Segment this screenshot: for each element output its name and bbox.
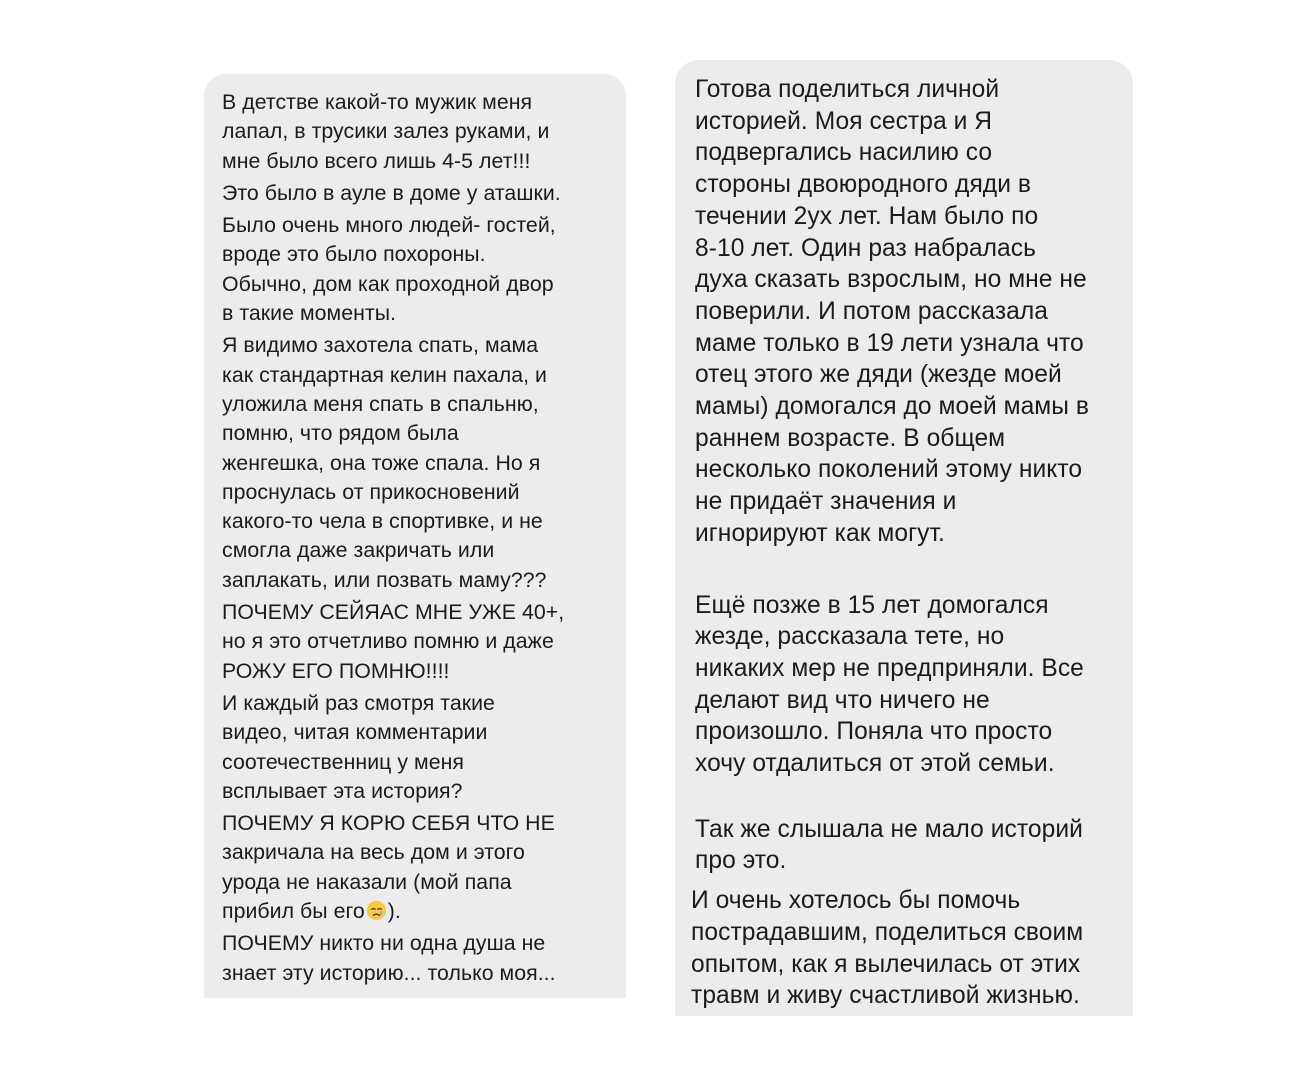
message-line: В детстве какой-то мужик меня xyxy=(222,90,533,114)
message-line: вроде это было похороны. xyxy=(222,242,486,267)
message-line: поверили. И потом рассказала xyxy=(695,297,1049,325)
message-line: произошло. Поняла что просто xyxy=(695,718,1053,746)
message-line: РОЖУ ЕГО ПОМНЮ!!!! xyxy=(222,658,450,683)
message-line: подвергались насилию со xyxy=(695,139,993,167)
message-bubble-right xyxy=(675,60,1133,1016)
message-line: какого-то чела в спортивке, и не xyxy=(222,509,543,534)
message-line: видео, читая комментарии xyxy=(222,720,488,745)
message-line: мне было всего лишь 4-5 лет!!! xyxy=(222,148,531,173)
message-line: И каждый раз смотря такие xyxy=(222,690,495,715)
message-line: пострадавшим, поделиться своим xyxy=(691,918,1084,946)
message-line: про это. xyxy=(695,847,787,875)
message-line: помню, что рядом была xyxy=(222,421,459,446)
message-line: заплакать, или позвать маму??? xyxy=(222,567,547,592)
message-line: игнорируют как могут. xyxy=(695,519,945,547)
message-line: женгешка, она тоже спала. Но я xyxy=(222,450,541,475)
message-line: Готова поделиться личной xyxy=(695,76,1000,103)
message-line: хочу отдалиться от этой семьи. xyxy=(695,750,1055,778)
message-line: Ещё позже в 15 лет домогался xyxy=(695,591,1049,619)
message-line: историей. Моя сестра и Я xyxy=(695,107,993,135)
message-line: течении 2ух лет. Нам было по xyxy=(695,202,1039,230)
message-line: делают вид что ничего не xyxy=(695,686,990,714)
message-line-emoji xyxy=(222,897,626,926)
message-line: опытом, как я вылечилась от этих xyxy=(691,950,1081,978)
message-text: прибил бы его xyxy=(222,899,365,924)
message-line: травм и живу счастливой жизнью. xyxy=(691,982,1080,1010)
crying-face-icon xyxy=(366,900,387,921)
message-line: духа сказать взрослым, но мне не xyxy=(695,266,1087,294)
message-line: ПОЧЕМУ никто ни одна душа не xyxy=(222,931,546,956)
message-line: знает эту историю... только моя... xyxy=(222,960,556,985)
message-line: как стандартная келин пахала, и xyxy=(222,362,547,387)
message-line: мамы) домогался до моей мамы в xyxy=(695,393,1089,421)
message-line: всплывает эта история? xyxy=(222,778,463,803)
message-line: 8-10 лет. Один раз набралась xyxy=(695,234,1036,262)
message-line: несколько поколений этому никто xyxy=(695,456,1083,484)
message-line: смогла даже закричать или xyxy=(222,538,495,563)
message-paragraph xyxy=(695,814,1133,877)
message-line: но я это отчетливо помню и даже xyxy=(222,629,554,654)
message-line: уложила меня спать в спальню, xyxy=(222,391,539,416)
message-paragraph xyxy=(691,885,1133,1012)
message-line: Это было в ауле в доме у аташки. xyxy=(222,180,561,205)
message-line: никаких мер не предприняли. Все xyxy=(695,654,1084,682)
message-line: Было очень много людей- гостей, xyxy=(222,213,556,238)
message-line: урода не наказали (мой папа xyxy=(222,869,512,894)
message-line: проснулась от прикосновений xyxy=(222,479,520,504)
message-line: стороны двоюродного дяди в xyxy=(695,171,1031,199)
message-line: закричала на весь дом и этого xyxy=(222,840,525,865)
message-line: Так же слышала не мало историй xyxy=(695,815,1083,843)
message-paragraph xyxy=(695,590,1133,780)
message-line: маме только в 19 лети узнала что xyxy=(695,329,1084,357)
message-line: ПОЧЕМУ СЕЙЯАС МНЕ УЖЕ 40+, xyxy=(222,600,565,625)
message-line: не придаёт значения и xyxy=(695,488,957,516)
message-line: ПОЧЕМУ Я КОРЮ СЕБЯ ЧТО НЕ xyxy=(222,811,555,836)
message-line: лапал, в трусики залез руками, и xyxy=(222,119,550,144)
message-line: соотечественниц у меня xyxy=(222,749,464,774)
message-line: отец этого же дяди (жезде моей xyxy=(695,361,1062,389)
message-line: в такие моменты. xyxy=(222,301,397,326)
message-text: ). xyxy=(387,899,401,924)
message-line: жезде, рассказала тете, но xyxy=(695,623,1005,651)
message-bubble-left xyxy=(204,74,626,998)
message-line: раннем возрасте. В общем xyxy=(695,424,1006,452)
message-paragraph xyxy=(695,74,1133,550)
message-line: Я видимо захотела спать, мама xyxy=(222,333,539,358)
message-line: И очень хотелось бы помочь xyxy=(691,887,1021,915)
message-line: Обычно, дом как проходной двор xyxy=(222,271,554,296)
